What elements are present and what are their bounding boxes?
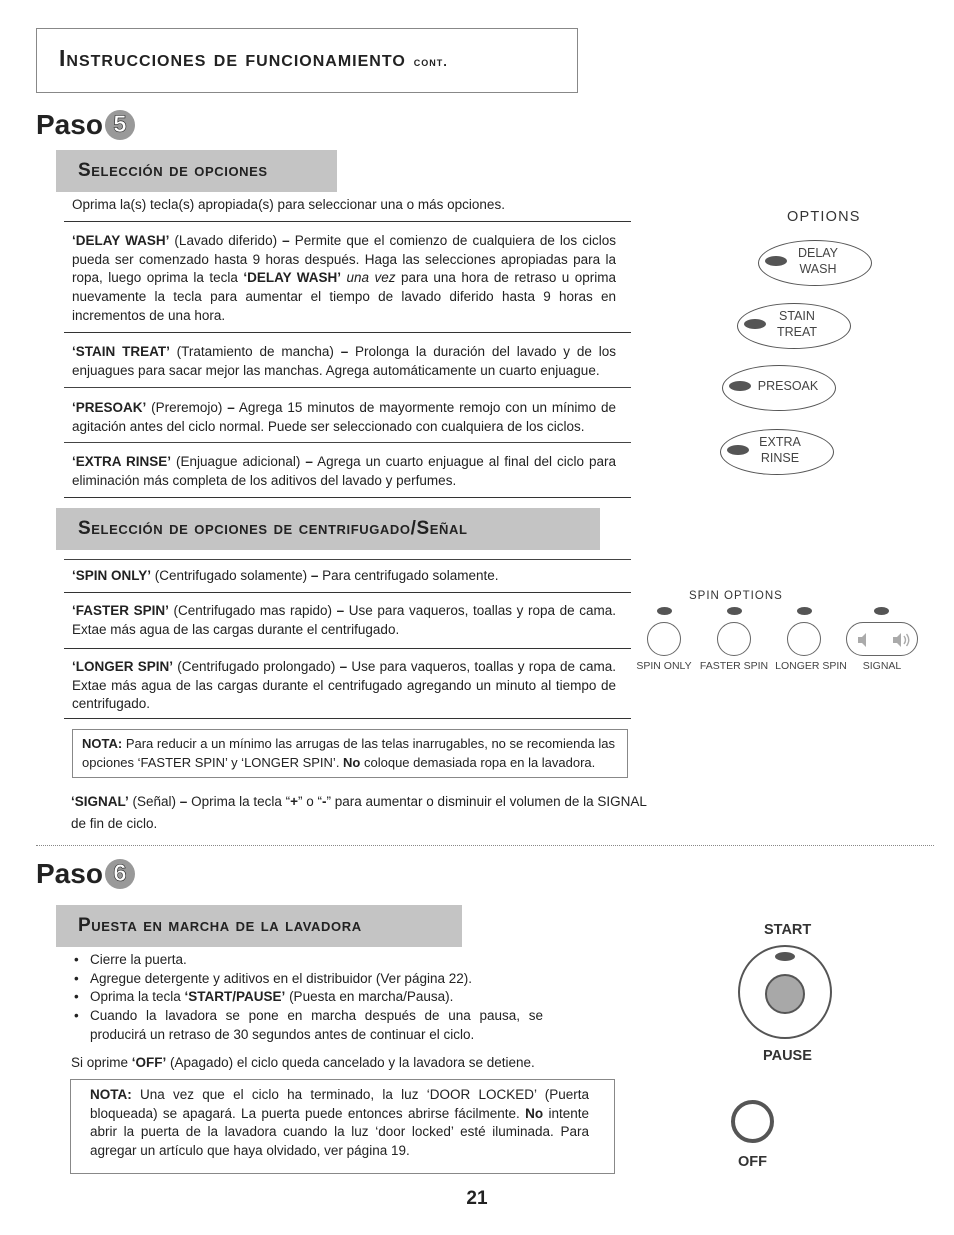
faster-spin-button[interactable] <box>717 622 751 656</box>
divider <box>64 559 631 560</box>
longer-spin-button[interactable] <box>787 622 821 656</box>
spin-only-label: SPIN ONLY <box>636 660 692 672</box>
off-button[interactable] <box>731 1100 774 1143</box>
divider <box>64 648 631 649</box>
presoak-indicator-light <box>729 381 751 391</box>
start-label: START <box>764 922 812 938</box>
faster-spin-description: ‘FASTER SPIN’ (Centrifugado mas rapido) – Use para vaqueros, toallas y ropa de cama. Extae más agua de las cargas durante el centrifugado. <box>72 603 616 637</box>
section-title-puesta: Puesta en marcha de la lavadora <box>56 905 462 947</box>
spin-options-title: SPIN OPTIONS <box>689 590 783 602</box>
list-item: • Agregue detergente y aditivos en el distribuidor (Ver página 22). <box>71 970 543 989</box>
delay-wash-label: DELAY WASH <box>797 246 839 276</box>
volume-low-icon[interactable] <box>855 631 873 649</box>
step-separator <box>36 845 934 846</box>
divider <box>64 442 631 443</box>
signal-button[interactable] <box>846 622 918 656</box>
presoak-button[interactable] <box>722 365 836 411</box>
pause-label: PAUSE <box>763 1048 812 1064</box>
puesta-steps <box>71 951 543 1045</box>
paso-6-heading: Paso 6 <box>36 858 135 890</box>
header-cont: cont. <box>413 54 448 69</box>
header-box <box>36 28 578 93</box>
step-number-badge: 5 <box>105 110 135 140</box>
stain-treat-description: ‘STAIN TREAT’ (Tratamiento de mancha) – Prolonga la duración del lavado y de los enjuagues para sacar mejor las manchas. Agrega automáticamente un cuarto enjuague. <box>72 344 616 378</box>
opciones-intro: Oprima la(s) tecla(s) apropiada(s) para seleccionar una o más opciones. <box>72 197 505 212</box>
extra-rinse-label: EXTRA RINSE <box>759 435 801 465</box>
delay-wash-button[interactable] <box>758 240 872 286</box>
divider <box>64 387 631 388</box>
stain-treat-indicator-light <box>744 319 766 329</box>
signal-indicator-light <box>874 607 889 615</box>
delay-wash-description: ‘DELAY WASH’ (Lavado diferido) – Permite que el comienzo de cualquiera de los ciclos pueda ser comenzado hasta 9 horas después. Haga las selecciones apropiadas para la ropa, luego oprima la tecla ‘DELAY WASH’ una vez para una hora de retraso u oprima nuevamente la tecla para aumentar el tiempo de lavado diferido hasta 9 horas en incrementos de una hora. <box>72 233 617 323</box>
delay-wash-indicator-light <box>765 256 787 266</box>
divider <box>64 718 631 719</box>
list-item: • Cierre la puerta. <box>71 951 543 970</box>
spin-only-indicator-light <box>657 607 672 615</box>
longer-spin-indicator-light <box>797 607 812 615</box>
page-title: Instrucciones de funcionamiento cont. <box>59 45 448 71</box>
volume-high-icon[interactable] <box>891 631 911 649</box>
stain-treat-label: STAIN TREAT <box>776 309 818 339</box>
start-pause-button[interactable] <box>738 945 832 1039</box>
divider <box>64 592 631 593</box>
start-pause-knob[interactable] <box>765 974 805 1014</box>
longer-spin-label: LONGER SPIN <box>775 660 847 672</box>
page-number: 21 <box>466 1188 488 1209</box>
step-number-badge: 6 <box>105 859 135 889</box>
nota-puesta-box: NOTA: Una vez que el ciclo ha terminado, la luz ‘DOOR LOCKED’ (Puerta bloqueada) se apagará. La puerta puede entonces abrirse fácilmente. No intente abrir la puerta de la lavadora cuando la luz ‘door locked’ esté iluminada. Para agregar un artículo que haya olvidado, ver página 19. <box>70 1079 615 1174</box>
divider <box>64 497 631 498</box>
extra-rinse-description: ‘EXTRA RINSE’ (Enjuague adicional) – Agrega un cuarto enjuague al final del ciclo para eliminación más completa de los aditivos del lavado y perfumes. <box>72 454 617 488</box>
extra-rinse-indicator-light <box>727 445 749 455</box>
stain-treat-button[interactable] <box>737 303 851 349</box>
divider <box>64 332 631 333</box>
section-title-centrifugado: Selección de opciones de centrifugado/Señal <box>56 508 600 550</box>
longer-spin-description: ‘LONGER SPIN’ (Centrifugado prolongado) – Use para vaqueros, toallas y ropa de cama. Extae más agua de las cargas durante el centrifugado agregando un minuto al tiempo de centrifugado. <box>72 659 616 712</box>
list-item: • Cuando la lavadora se pone en marcha después de una pausa, se producirá un retraso de 30 segundos antes de continuar el ciclo. <box>71 1007 543 1044</box>
start-indicator-light <box>775 952 795 961</box>
faster-spin-indicator-light <box>727 607 742 615</box>
spin-only-button[interactable] <box>647 622 681 656</box>
list-item: • Oprima la tecla ‘START/PAUSE’ (Puesta en marcha/Pausa). <box>71 988 543 1007</box>
spin-only-description: ‘SPIN ONLY’ (Centrifugado solamente) – Para centrifugado solamente. <box>72 568 499 583</box>
presoak-description: ‘PRESOAK’ (Preremojo) – Agrega 15 minutos de mayormente remojo con un mínimo de agitación antes del ciclo normal. Puede ser seleccionado con cualquiera de los ciclos. <box>72 400 616 434</box>
faster-spin-label: FASTER SPIN <box>699 660 769 672</box>
section-title-opciones: Selección de opciones <box>56 150 337 192</box>
divider <box>64 221 631 222</box>
options-title: OPTIONS <box>787 209 861 225</box>
off-label: OFF <box>738 1154 767 1170</box>
nota-spin-box: NOTA: Para reducir a un mínimo las arrugas de las telas inarrugables, no se recomienda las opciones ‘FASTER SPIN’ y ‘LONGER SPIN’. No coloque demasiada ropa en la lavadora. <box>72 729 628 778</box>
extra-rinse-button[interactable] <box>720 429 834 475</box>
presoak-label: PRESOAK <box>757 379 819 393</box>
off-description: Si oprime ‘OFF’ (Apagado) el ciclo queda cancelado y la lavadora se detiene. <box>71 1055 535 1070</box>
paso-5-heading: Paso 5 <box>36 109 135 141</box>
signal-label: SIGNAL <box>862 660 902 672</box>
signal-description: ‘SIGNAL’ (Señal) – Oprima la tecla “+” o “-” para aumentar o disminuir el volumen de la SIGNAL de fin de ciclo. <box>71 794 647 831</box>
